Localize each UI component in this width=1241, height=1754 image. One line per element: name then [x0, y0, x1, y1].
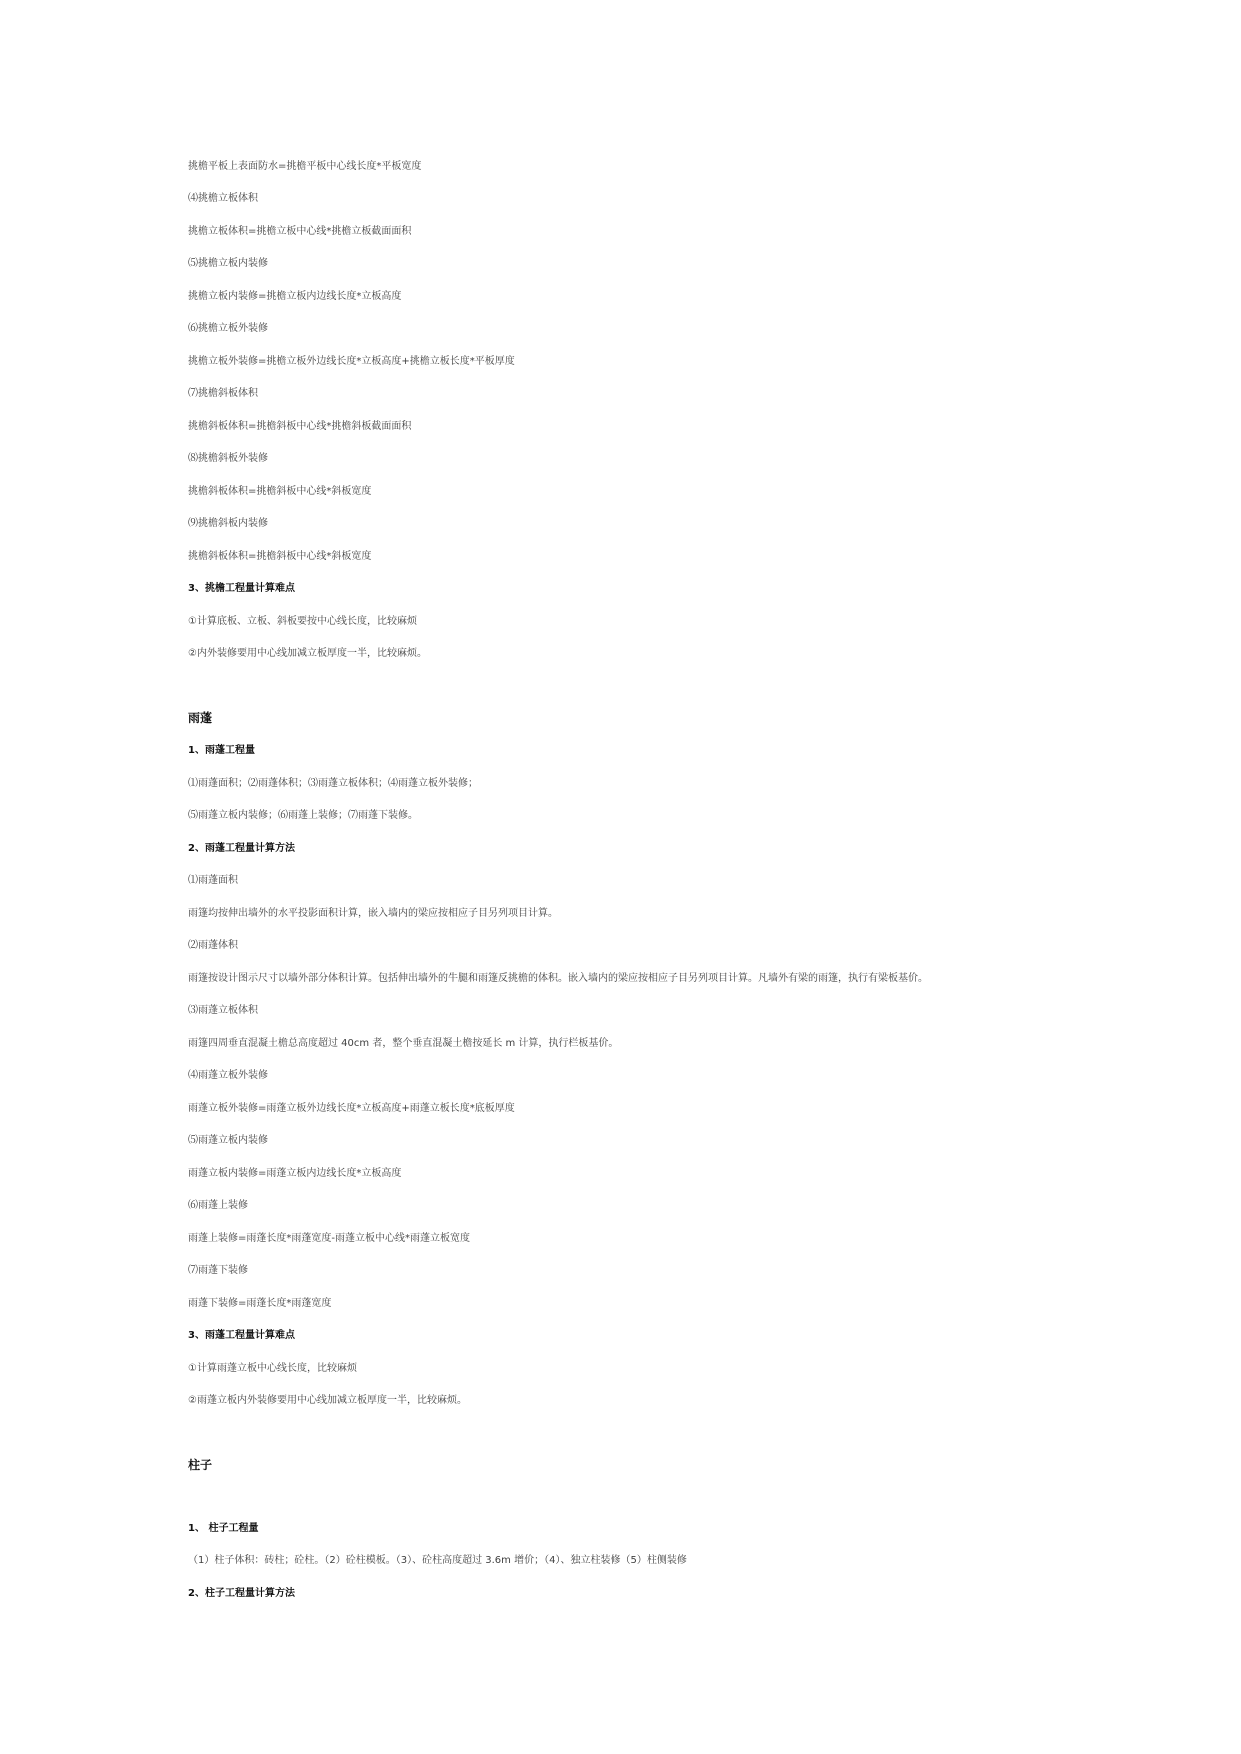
text-line: ⑹挑檐立板外装修: [188, 323, 268, 334]
text-line: ⑸雨蓬立板内装修: [188, 1135, 268, 1146]
text-line: 挑檐立板体积=挑檐立板中心线*挑檐立板截面面积: [188, 226, 412, 237]
text-line: 雨蓬下装修=雨蓬长度*雨蓬宽度: [188, 1298, 332, 1309]
text-line: ⑸雨蓬立板内装修；⑹雨蓬上装修；⑺雨蓬下装修。: [188, 810, 418, 821]
text-line: 挑檐立板内装修=挑檐立板内边线长度*立板高度: [188, 291, 402, 302]
text-line: ①计算底板、立板、斜板要按中心线长度，比较麻烦: [188, 616, 417, 627]
text-line: 雨蓬上装修=雨蓬长度*雨蓬宽度-雨蓬立板中心线*雨蓬立板宽度: [188, 1233, 470, 1244]
section-heading: 柱子: [188, 1458, 213, 1472]
text-line: ②雨蓬立板内外装修要用中心线加减立板厚度一半，比较麻烦。: [188, 1395, 467, 1406]
text-line: ①计算雨蓬立板中心线长度，比较麻烦: [188, 1363, 357, 1374]
text-line: ②内外装修要用中心线加减立板厚度一半，比较麻烦。: [188, 648, 427, 659]
text-line: 雨篷均按伸出墙外的水平投影面积计算，嵌入墙内的梁应按相应子目另列项目计算。: [188, 908, 558, 919]
text-line: 雨篷按设计图示尺寸以墙外部分体积计算。包括伸出墙外的牛腿和雨篷反挑檐的体积。嵌入墙内的梁应按相应子目另列项目计算。凡墙外有梁的雨篷，执行有梁板基价。: [188, 973, 928, 984]
subsection-heading: 2、柱子工程量计算方法: [188, 1588, 295, 1599]
text-line: ⑷雨蓬立板外装修: [188, 1070, 268, 1081]
subsection-heading: 3、雨蓬工程量计算难点: [188, 1330, 295, 1341]
text-line: ⑸挑檐立板内装修: [188, 258, 268, 269]
text-line: ⑹雨蓬上装修: [188, 1200, 248, 1211]
text-line: 雨蓬立板外装修=雨蓬立板外边线长度*立板高度+雨蓬立板长度*底板厚度: [188, 1103, 515, 1114]
text-line: （1）柱子体积：砖柱；砼柱。（2）砼柱模板。（3）、砼柱高度超过 3.6m 增价；（4）、独立柱装修（5）柱侧装修: [188, 1555, 687, 1566]
text-line: ⑵雨蓬体积: [188, 940, 238, 951]
text-line: ⑼挑檐斜板内装修: [188, 518, 268, 529]
text-line: 挑檐斜板体积=挑檐斜板中心线*挑檐斜板截面面积: [188, 421, 412, 432]
subsection-heading: 2、雨蓬工程量计算方法: [188, 843, 295, 854]
text-line: ⑻挑檐斜板外装修: [188, 453, 268, 464]
text-line: ⑶雨蓬立板体积: [188, 1005, 258, 1016]
text-line: 雨篷四周垂直混凝土檐总高度超过 40cm 者，整个垂直混凝土檐按延长 m 计算，执行栏板基价。: [188, 1038, 619, 1049]
subsection-heading: 3、挑檐工程量计算难点: [188, 583, 295, 594]
text-line: ⑺挑檐斜板体积: [188, 388, 258, 399]
text-line: 挑檐斜板体积=挑檐斜板中心线*斜板宽度: [188, 486, 372, 497]
text-line: ⑷挑檐立板体积: [188, 193, 258, 204]
text-line: 挑檐平板上表面防水=挑檐平板中心线长度*平板宽度: [188, 161, 422, 172]
section-heading: 雨蓬: [188, 711, 213, 725]
text-line: ⑺雨蓬下装修: [188, 1265, 248, 1276]
text-line: 挑檐斜板体积=挑檐斜板中心线*斜板宽度: [188, 551, 372, 562]
text-line: 雨蓬立板内装修=雨蓬立板内边线长度*立板高度: [188, 1168, 402, 1179]
subsection-heading: 1、 柱子工程量: [188, 1523, 259, 1534]
subsection-heading: 1、雨蓬工程量: [188, 745, 255, 756]
text-line: ⑴雨蓬面积；⑵雨蓬体积；⑶雨蓬立板体积；⑷雨蓬立板外装修；: [188, 778, 478, 789]
text-line: ⑴雨蓬面积: [188, 875, 238, 886]
text-line: 挑檐立板外装修=挑檐立板外边线长度*立板高度+挑檐立板长度*平板厚度: [188, 356, 515, 367]
